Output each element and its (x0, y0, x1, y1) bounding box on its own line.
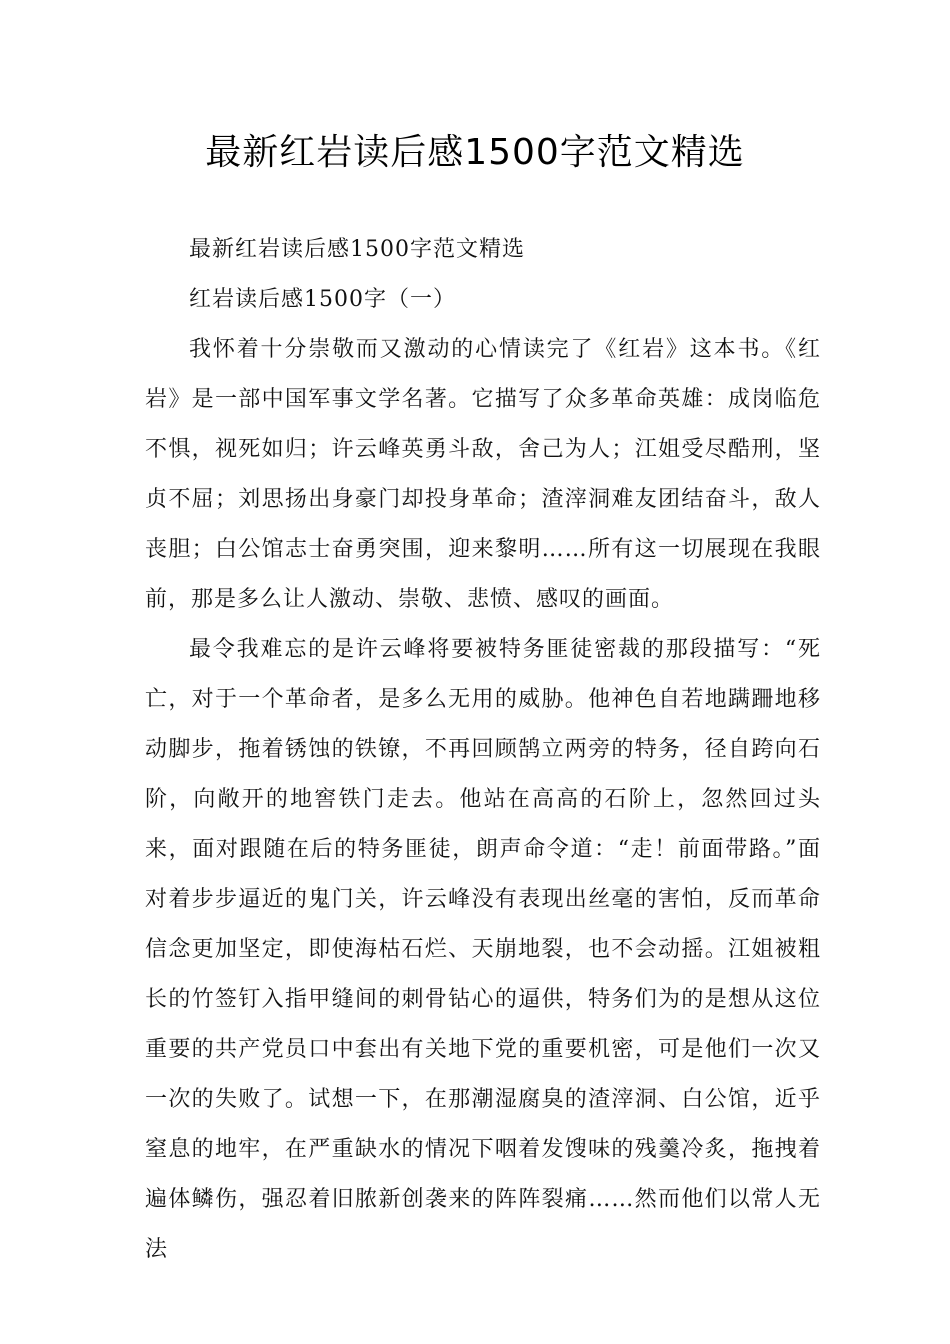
paragraph-section-heading: 红岩读后感1500字（一） (189, 287, 456, 312)
paragraph-body: 最令我难忘的是许云峰将要被特务匪徒密裁的那段描写：“死亡，对于一个革命者，是多么无用的威胁。他神色自若地蹒跚地移动脚步，拖着锈蚀的铁镣，不再回顾鹄立两旁的特务，径自跨向石阶，向敞开的地窖铁门走去。他站在高高的石阶上，忽然回过头来，面对跟随在后的特务匪徒，朗声命令道：“走！前面带路。”面对着步步逼近的鬼门关，许云峰没有表现出丝毫的害怕，反而革命信念更加坚定，即使海枯石烂、天崩地裂，也不会动摇。江姐被粗长的竹签钉入指甲缝间的刺骨钻心的逼供，特务们为的是想从这位重要的共产党员口中套出有关地下党的重要机密，可是他们一次又一次的失败了。试想一下，在那潮湿腐臭的渣滓洞、白公馆，近乎窒息的地牢，在严重缺水的情况下咽着发馊味的残羹冷炙，拖拽着遍体鳞伤，强忍着旧脓新创袭来的阵阵裂痛……然而他们以常人无法 (145, 637, 821, 1262)
document-body (145, 225, 821, 1275)
paragraph-body: 我怀着十分崇敬而又激动的心情读完了《红岩》这本书。《红岩》是一部中国军事文学名著。它描写了众多革命英雄：成岗临危不惧，视死如归；许云峰英勇斗敌，舍己为人；江姐受尽酷刑，坚贞不屈；刘思扬出身豪门却投身革命；渣滓洞难友团结奋斗，敌人丧胆；白公馆志士奋勇突围，迎来黎明……所有这一切展现在我眼前，那是多么让人激动、崇敬、悲愤、感叹的画面。 (145, 337, 821, 612)
document-title: 最新红岩读后感1500字范文精选 (205, 132, 745, 173)
paragraph-subtitle: 最新红岩读后感1500字范文精选 (189, 237, 525, 262)
